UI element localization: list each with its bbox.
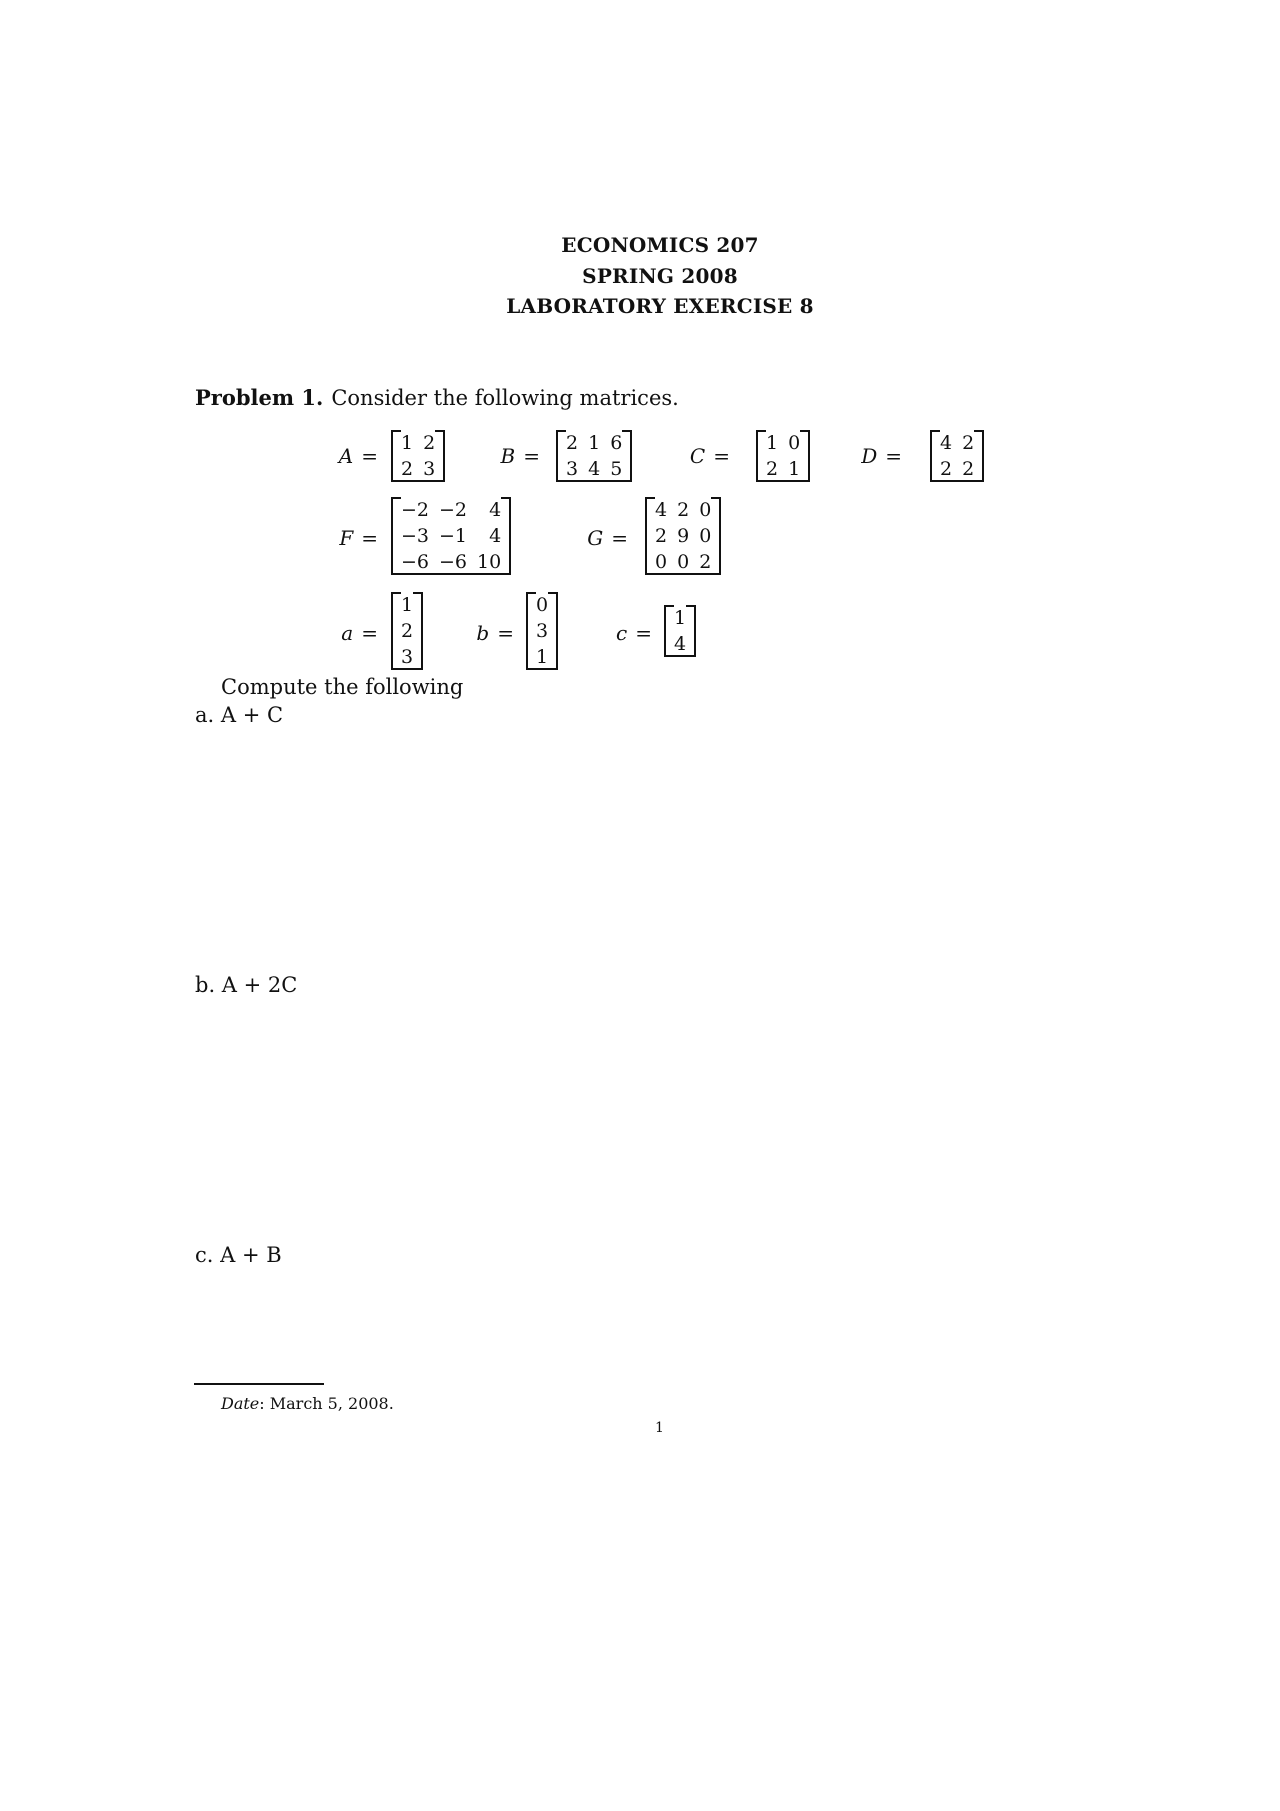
matrix-cell: 4 [940, 432, 953, 454]
page-number: 1 [655, 1420, 664, 1436]
matrix-cell: −2 [401, 499, 430, 521]
matrix-cell: 2 [940, 458, 953, 480]
matrix-row [650, 497, 716, 523]
matrix-label-F: F = [339, 526, 378, 550]
matrix-row [396, 549, 506, 575]
footnote-label: Date [221, 1394, 260, 1413]
matrix-D [930, 430, 984, 482]
problem-statement [195, 385, 679, 410]
matrix-cell: 4 [655, 499, 668, 521]
matrix-cell: 2 [655, 525, 668, 547]
matrix-row [669, 605, 691, 631]
matrix-row [531, 618, 553, 644]
part-c: c. A + B [195, 1243, 282, 1267]
matrix-cell: 2 [566, 432, 579, 454]
vector-b [526, 592, 558, 670]
matrix-row [531, 644, 553, 670]
matrix-A [391, 430, 445, 482]
matrix-row [650, 549, 716, 575]
vector-label-c: c = [616, 621, 652, 645]
matrix-cell: 2 [962, 432, 975, 454]
matrix-cell: 3 [536, 620, 549, 642]
matrix-cell: −2 [439, 499, 468, 521]
matrix-cell: 0 [699, 499, 712, 521]
matrix-row [396, 523, 506, 549]
part-b: b. A + 2C [195, 973, 298, 997]
matrix-cell: 3 [423, 458, 436, 480]
matrix-label-C: C = [689, 444, 730, 468]
matrix-cell: 1 [536, 646, 549, 668]
matrix-cell: 0 [699, 525, 712, 547]
matrix-cell: 2 [401, 458, 414, 480]
matrix-cell: 4 [674, 633, 687, 655]
matrix-cell: 0 [536, 594, 549, 616]
matrix-row [396, 497, 506, 523]
matrix-row [935, 456, 979, 482]
matrix-cell: 4 [588, 458, 601, 480]
matrix-B [556, 430, 632, 482]
matrix-row [396, 430, 440, 456]
matrix-cell: 5 [610, 458, 623, 480]
matrix-cell: 1 [788, 458, 801, 480]
matrix-cell: 2 [401, 620, 414, 642]
matrix-row [396, 644, 418, 670]
exercise-title: LABORATORY EXERCISE 8 [506, 294, 814, 318]
matrix-cell: 2 [423, 432, 436, 454]
matrix-cell: 3 [566, 458, 579, 480]
matrix-label-A: A = [338, 444, 378, 468]
matrix-row [761, 456, 805, 482]
compute-instruction: Compute the following [221, 675, 464, 699]
matrix-cell: −1 [439, 525, 468, 547]
term-title: SPRING 2008 [582, 264, 738, 288]
matrix-label-D: D = [861, 444, 902, 468]
matrix-row [396, 618, 418, 644]
matrix-row [396, 456, 440, 482]
matrix-cell: 4 [489, 525, 502, 547]
problem-label: Problem 1. [195, 385, 324, 410]
footnote-rule [194, 1383, 324, 1385]
matrix-row [561, 430, 627, 456]
matrix-cell: 2 [962, 458, 975, 480]
matrix-cell: 0 [655, 551, 668, 573]
problem-text: Consider the following matrices. [331, 386, 679, 410]
vector-c [664, 605, 696, 657]
part-a: a. A + C [195, 703, 284, 727]
matrix-label-B: B = [500, 444, 540, 468]
course-title: ECONOMICS 207 [561, 233, 759, 257]
matrix-cell: 2 [766, 458, 779, 480]
matrix-cell: 9 [677, 525, 690, 547]
matrix-C [756, 430, 810, 482]
matrix-cell: 4 [489, 499, 502, 521]
matrix-row [650, 523, 716, 549]
matrix-cell: 1 [401, 594, 414, 616]
matrix-G [645, 497, 721, 575]
matrix-cell: 1 [674, 607, 687, 629]
matrix-cell: 1 [588, 432, 601, 454]
matrix-cell: 0 [788, 432, 801, 454]
matrix-cell: −6 [401, 551, 430, 573]
matrix-row [561, 456, 627, 482]
matrix-cell: −6 [439, 551, 468, 573]
matrix-cell: 1 [401, 432, 414, 454]
vector-label-a: a = [341, 621, 378, 645]
matrix-row [396, 592, 418, 618]
matrix-cell: 3 [401, 646, 414, 668]
footnote [221, 1394, 394, 1413]
matrix-cell: −3 [401, 525, 430, 547]
matrix-cell: 1 [766, 432, 779, 454]
matrix-F [391, 497, 511, 575]
matrix-row [935, 430, 979, 456]
footnote-text: : March 5, 2008. [259, 1394, 394, 1413]
matrix-row [669, 631, 691, 657]
matrix-cell: 2 [699, 551, 712, 573]
vector-label-b: b = [476, 621, 514, 645]
matrix-cell: 6 [610, 432, 623, 454]
matrix-cell: 10 [477, 551, 502, 573]
matrix-cell: 0 [677, 551, 690, 573]
matrix-cell: 2 [677, 499, 690, 521]
matrix-row [531, 592, 553, 618]
vector-a [391, 592, 423, 670]
matrix-row [761, 430, 805, 456]
matrix-label-G: G = [587, 526, 628, 550]
